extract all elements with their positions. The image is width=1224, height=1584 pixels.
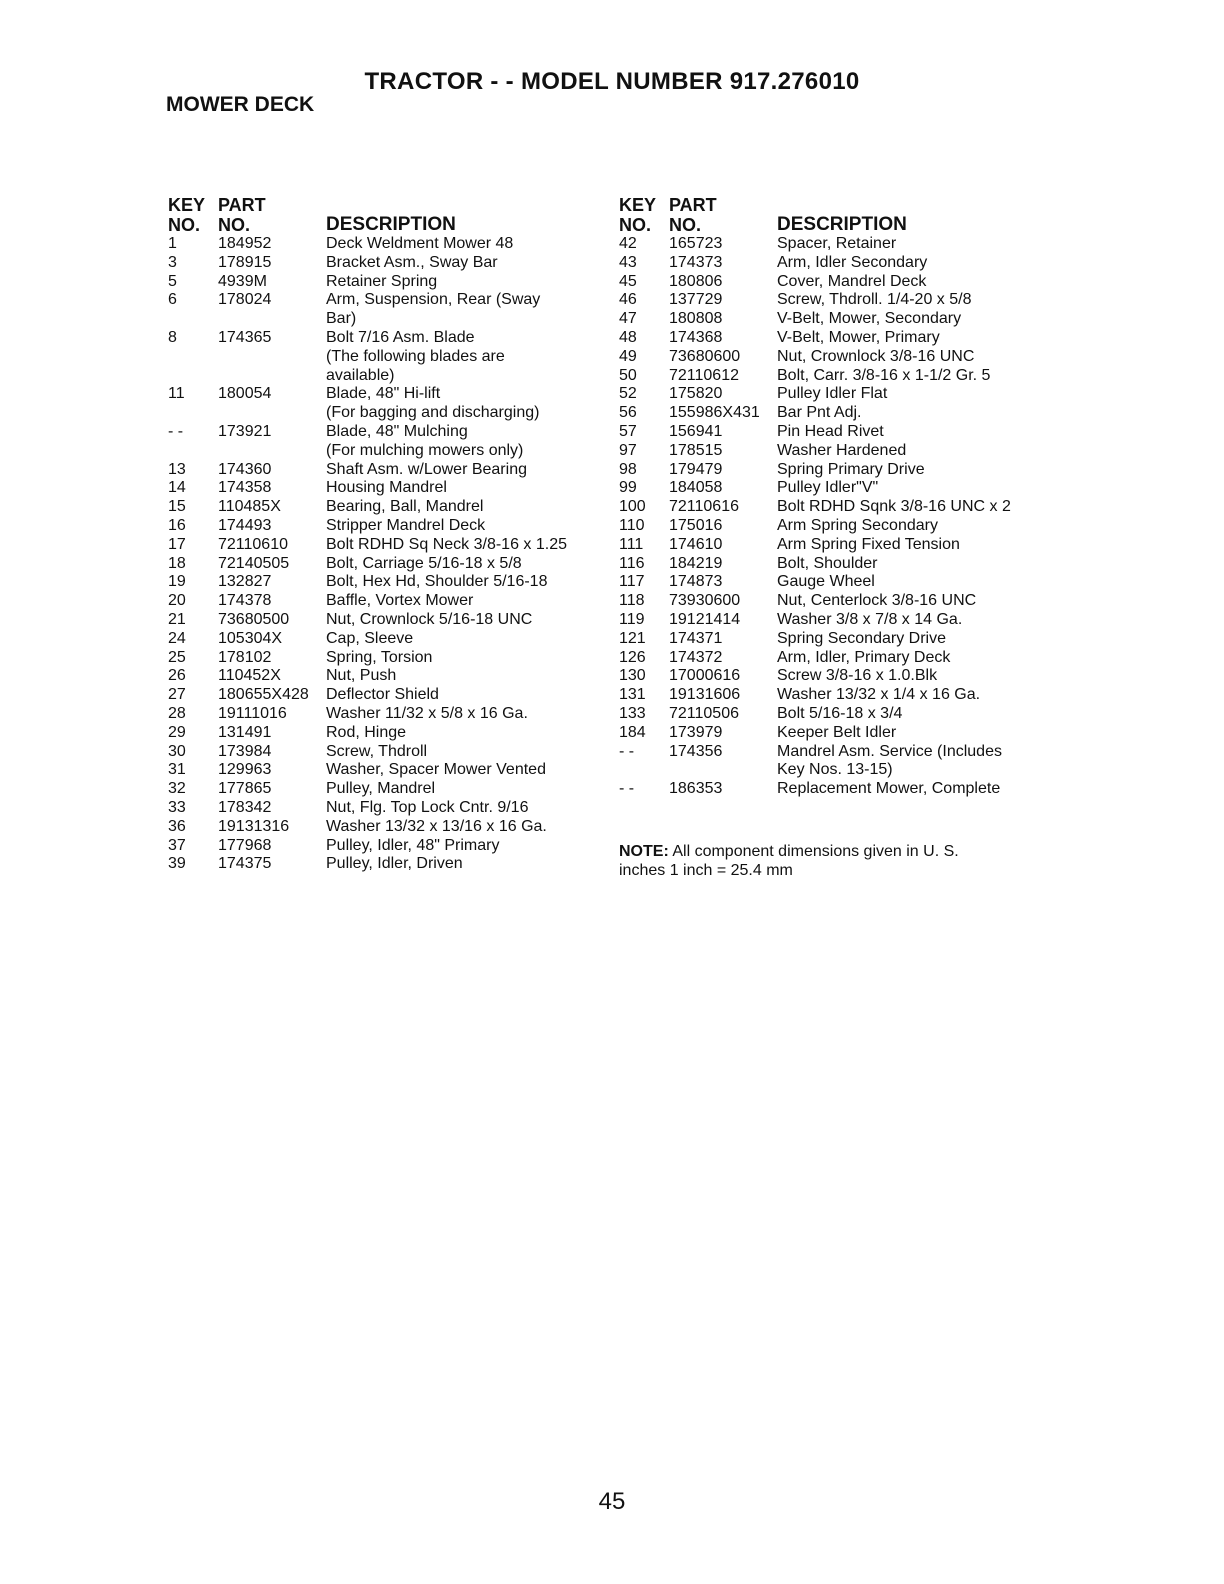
key-number: [168, 404, 218, 423]
table-row: [168, 479, 608, 498]
key-header: KEY: [619, 195, 657, 215]
part-description: available): [326, 366, 395, 384]
part-no-header: NO.: [669, 215, 702, 235]
part-description: Bolt, Hex Hd, Shoulder 5/16-18: [326, 573, 548, 591]
table-row: [168, 724, 608, 743]
part-description: Bolt RDHD Sq Neck 3/8-16 x 1.25: [326, 535, 567, 553]
part-description: Nut, Crownlock 3/8-16 UNC: [777, 347, 975, 365]
part-number: 19131606: [669, 686, 741, 704]
part-description: Washer 3/8 x 7/8 x 14 Ga.: [777, 610, 963, 628]
part-description: Washer 11/32 x 5/8 x 16 Ga.: [326, 704, 528, 722]
part-number: 137729: [669, 291, 723, 309]
part-number: 131491: [218, 723, 272, 741]
table-body: [619, 235, 1049, 799]
table-row: [619, 329, 1049, 348]
part-number: 174610: [669, 535, 723, 553]
key-number: 98: [619, 460, 637, 478]
table-row: [619, 273, 1049, 292]
table-row: [168, 761, 608, 780]
key-number: 130: [619, 667, 646, 685]
table-row: [619, 442, 1049, 461]
part-description: Arm, Idler Secondary: [777, 253, 928, 271]
part-number: 155986X431: [669, 404, 760, 422]
part-description: Keeper Belt Idler: [777, 723, 897, 741]
table-row: [619, 536, 1049, 555]
part-description: Bracket Asm., Sway Bar: [326, 253, 498, 271]
key-number: 21: [168, 610, 186, 628]
part-description: Screw, Thdroll: [326, 742, 428, 760]
part-description: Nut, Crownlock 5/16-18 UNC: [326, 610, 533, 628]
part-number: 184219: [669, 554, 723, 572]
part-description: Washer 13/32 x 13/16 x 16 Ga.: [326, 817, 547, 835]
key-number: 31: [168, 761, 186, 779]
part-number: 17000616: [669, 667, 741, 685]
table-row: [168, 592, 608, 611]
part-description: Bearing, Ball, Mandrel: [326, 498, 484, 516]
part-description: Arm Spring Fixed Tension: [777, 535, 960, 553]
part-number: 174368: [669, 328, 723, 346]
part-number: 173979: [669, 723, 723, 741]
part-description: Bolt, Carriage 5/16-18 x 5/8: [326, 554, 522, 572]
part-number: 19111016: [218, 704, 287, 722]
part-description: Bolt 5/16-18 x 3/4: [777, 704, 903, 722]
part-header: PART: [669, 195, 717, 215]
part-description: Pulley, Idler, 48" Primary: [326, 836, 500, 854]
key-number: 24: [168, 629, 186, 647]
part-number: 186353: [669, 780, 723, 798]
part-description: Washer Hardened: [777, 441, 907, 459]
key-number: 8: [168, 328, 177, 346]
part-description: (For bagging and discharging): [326, 404, 540, 422]
part-description: Stripper Mandrel Deck: [326, 516, 486, 534]
key-number: 6: [168, 291, 177, 309]
key-number: 99: [619, 479, 637, 497]
table-row: [168, 555, 608, 574]
table-row: [168, 348, 608, 367]
key-number: 19: [168, 573, 186, 591]
part-number: 178342: [218, 798, 272, 816]
part-description: V-Belt, Mower, Secondary: [777, 310, 962, 328]
part-description: Pulley, Mandrel: [326, 780, 436, 798]
part-description: Spring Secondary Drive: [777, 629, 946, 647]
part-header: PART: [218, 195, 266, 215]
key-number: 37: [168, 836, 186, 854]
table-row: [168, 310, 608, 329]
part-number: 180806: [669, 272, 723, 290]
part-description: Screw 3/8-16 x 1.0.Blk: [777, 667, 938, 685]
table-row: [619, 649, 1049, 668]
key-number: [168, 442, 218, 461]
part-description: Blade, 48" Mulching: [326, 422, 468, 440]
part-number: [218, 404, 326, 423]
table-row: [619, 630, 1049, 649]
part-number: 4939M: [218, 272, 267, 290]
part-description: Housing Mandrel: [326, 479, 447, 497]
part-number: 174493: [218, 516, 272, 534]
table-row: [168, 686, 608, 705]
key-number: - -: [619, 742, 635, 760]
key-number: 25: [168, 648, 186, 666]
part-number: 179479: [669, 460, 723, 478]
part-number: 110485X: [218, 498, 281, 516]
part-description: Bolt, Carr. 3/8-16 x 1-1/2 Gr. 5: [777, 366, 991, 384]
key-number: 118: [619, 592, 645, 610]
table-row: [619, 423, 1049, 442]
table-row: [168, 254, 608, 273]
part-description: Screw, Thdroll. 1/4-20 x 5/8: [777, 291, 972, 309]
key-number: 27: [168, 686, 186, 704]
part-number: 129963: [218, 761, 272, 779]
part-number: [669, 761, 777, 780]
key-number: 184: [619, 723, 646, 741]
part-description: Cap, Sleeve: [326, 629, 414, 647]
part-number: 180808: [669, 310, 723, 328]
part-number: 156941: [669, 422, 723, 440]
table-row: [168, 404, 608, 423]
part-description: Shaft Asm. w/Lower Bearing: [326, 460, 527, 478]
part-number: 178515: [669, 441, 723, 459]
table-row: [168, 780, 608, 799]
page-title: TRACTOR - - MODEL NUMBER 917.276010: [364, 68, 860, 95]
key-number: 5: [168, 272, 177, 290]
key-number: - -: [168, 422, 184, 440]
table-row: [168, 442, 608, 461]
table-row: [168, 291, 608, 310]
table-row: [168, 649, 608, 668]
table-header: [619, 195, 1049, 235]
table-header: [168, 195, 608, 235]
part-description: Deck Weldment Mower 48: [326, 235, 514, 252]
part-description: Arm, Idler, Primary Deck: [777, 648, 951, 666]
key-number: 39: [168, 855, 186, 873]
part-number: 178024: [218, 291, 272, 309]
part-number: 72110506: [669, 704, 739, 722]
part-number: 174378: [218, 592, 272, 610]
key-number: 30: [168, 742, 186, 760]
table-row: [168, 273, 608, 292]
part-number: 174360: [218, 460, 272, 478]
key-number: 48: [619, 328, 637, 346]
part-description: Bolt RDHD Sqnk 3/8-16 UNC x 2: [777, 498, 1011, 516]
key-number: [168, 310, 218, 329]
table-row: [168, 517, 608, 536]
part-description: Spring, Torsion: [326, 648, 433, 666]
part-description: (The following blades are: [326, 347, 505, 365]
key-number: 28: [168, 704, 186, 722]
table-row: [619, 573, 1049, 592]
part-description: Arm, Suspension, Rear (Sway: [326, 291, 541, 309]
table-row: [168, 855, 608, 874]
key-number: 131: [619, 686, 646, 704]
part-description: (For mulching mowers only): [326, 441, 524, 459]
section-heading: MOWER DECK: [166, 93, 315, 116]
table-row: [619, 348, 1049, 367]
part-number: 105304X: [218, 629, 283, 647]
table-row: [619, 686, 1049, 705]
table-row: [168, 705, 608, 724]
key-number: 56: [619, 404, 637, 422]
note-line-2: inches 1 inch = 25.4 mm: [619, 861, 793, 879]
part-number: 174873: [669, 573, 723, 591]
part-number: [218, 348, 326, 367]
note-line-1: All component dimensions given in U. S.: [672, 843, 959, 860]
table-row: [168, 799, 608, 818]
part-description: Nut, Push: [326, 667, 397, 685]
part-number: 174372: [669, 648, 723, 666]
part-number: [218, 367, 326, 386]
part-description: Arm Spring Secondary: [777, 516, 938, 534]
part-number: 174356: [669, 742, 723, 760]
table-row: [619, 367, 1049, 386]
part-description: Pin Head Rivet: [777, 422, 884, 440]
part-number: 110452X: [218, 667, 281, 685]
part-description: Pulley Idler"V": [777, 479, 879, 497]
table-row: [168, 818, 608, 837]
part-number: 165723: [669, 235, 723, 252]
note-label: NOTE:: [619, 843, 669, 860]
part-number: 72110612: [669, 366, 739, 384]
part-description: V-Belt, Mower, Primary: [777, 328, 940, 346]
part-description: Pulley Idler Flat: [777, 385, 888, 403]
table-row: [619, 291, 1049, 310]
table-row: [168, 667, 608, 686]
key-header: KEY: [168, 195, 206, 215]
part-description: Washer 13/32 x 1/4 x 16 Ga.: [777, 686, 981, 704]
key-number: [168, 348, 218, 367]
part-number: [218, 442, 326, 461]
description-header: DESCRIPTION: [326, 214, 456, 235]
key-number: 17: [168, 535, 186, 553]
part-description: Bolt, Shoulder: [777, 554, 878, 572]
table-row: [168, 235, 608, 254]
table-row: [168, 743, 608, 762]
key-number: 49: [619, 347, 637, 365]
part-number: 180054: [218, 385, 272, 403]
key-number: 29: [168, 723, 186, 741]
part-description: Nut, Centerlock 3/8-16 UNC: [777, 592, 977, 610]
key-number: 126: [619, 648, 646, 666]
key-number: 15: [168, 498, 186, 516]
part-number: 184058: [669, 479, 723, 497]
part-description: Retainer Spring: [326, 272, 438, 290]
key-no-header: NO.: [619, 215, 652, 235]
key-number: 16: [168, 516, 186, 534]
key-number: 50: [619, 366, 637, 384]
part-description: Baffle, Vortex Mower: [326, 592, 474, 610]
part-number: 19131316: [218, 817, 290, 835]
table-row: [168, 423, 608, 442]
key-number: 20: [168, 592, 186, 610]
table-row: [619, 555, 1049, 574]
table-row: [168, 611, 608, 630]
key-number: 46: [619, 291, 637, 309]
part-number: 173921: [218, 422, 272, 440]
key-number: 26: [168, 667, 186, 685]
part-description: Cover, Mandrel Deck: [777, 272, 927, 290]
part-number: 177968: [218, 836, 272, 854]
table-row: [168, 385, 608, 404]
key-number: 47: [619, 310, 637, 328]
part-number: 132827: [218, 573, 272, 591]
table-row: [619, 705, 1049, 724]
part-number: 178102: [218, 648, 272, 666]
key-number: 13: [168, 460, 186, 478]
part-number: 72110610: [218, 535, 288, 553]
part-number: 178915: [218, 253, 272, 271]
table-row: [168, 837, 608, 856]
part-number: 19121414: [669, 610, 741, 628]
part-number: 73680600: [669, 347, 741, 365]
table-row: [168, 630, 608, 649]
key-no-header: NO.: [168, 215, 201, 235]
key-number: 110: [619, 516, 645, 534]
part-no-header: NO.: [218, 215, 251, 235]
key-number: 1: [168, 235, 177, 252]
key-number: 33: [168, 798, 186, 816]
part-description: Deflector Shield: [326, 686, 439, 704]
parts-table-left: [168, 195, 608, 874]
part-number: 175820: [669, 385, 723, 403]
part-number: 174365: [218, 328, 272, 346]
part-number: 73930600: [669, 592, 741, 610]
part-number: [218, 310, 326, 329]
part-description: Mandrel Asm. Service (Includes: [777, 742, 1002, 760]
key-number: 42: [619, 235, 637, 252]
table-row: [619, 761, 1049, 780]
key-number: 57: [619, 422, 637, 440]
description-header: DESCRIPTION: [777, 214, 907, 235]
key-number: 32: [168, 780, 186, 798]
table-row: [619, 235, 1049, 254]
part-description: Replacement Mower, Complete: [777, 780, 1001, 798]
key-number: 43: [619, 253, 637, 271]
key-number: 100: [619, 498, 646, 516]
part-number: 174373: [669, 253, 723, 271]
table-row: [168, 573, 608, 592]
page-number: 45: [598, 1488, 626, 1515]
part-number: 174375: [218, 855, 272, 873]
table-row: [168, 367, 608, 386]
part-description: Blade, 48" Hi-lift: [326, 385, 441, 403]
key-number: 36: [168, 817, 186, 835]
key-number: 119: [619, 610, 645, 628]
table-row: [619, 780, 1049, 799]
table-row: [619, 404, 1049, 423]
key-number: 111: [619, 535, 644, 553]
part-number: 173984: [218, 742, 272, 760]
part-description: Key Nos. 13-15): [777, 761, 893, 779]
table-row: [168, 329, 608, 348]
key-number: 117: [619, 573, 645, 591]
table-row: [168, 461, 608, 480]
table-row: [619, 310, 1049, 329]
key-number: 11: [168, 385, 185, 403]
table-row: [619, 385, 1049, 404]
parts-table-right: [619, 195, 1049, 799]
key-number: 133: [619, 704, 646, 722]
key-number: 3: [168, 253, 177, 271]
dimension-note: [619, 843, 1039, 881]
part-number: 174358: [218, 479, 272, 497]
key-number: 116: [619, 554, 645, 572]
table-row: [619, 498, 1049, 517]
key-number: 97: [619, 441, 637, 459]
part-number: 184952: [218, 235, 272, 252]
part-number: 73680500: [218, 610, 290, 628]
key-number: - -: [619, 780, 635, 798]
part-description: Spring Primary Drive: [777, 460, 925, 478]
key-number: 14: [168, 479, 186, 497]
part-description: Washer, Spacer Mower Vented: [326, 761, 546, 779]
table-row: [168, 536, 608, 555]
part-number: 177865: [218, 780, 272, 798]
key-number: 121: [619, 629, 646, 647]
part-number: 174371: [669, 629, 723, 647]
table-row: [619, 479, 1049, 498]
table-row: [619, 724, 1049, 743]
part-description: Nut, Flg. Top Lock Cntr. 9/16: [326, 798, 529, 816]
table-row: [619, 254, 1049, 273]
table-row: [619, 592, 1049, 611]
part-number: 175016: [669, 516, 723, 534]
key-number: 52: [619, 385, 637, 403]
table-row: [619, 461, 1049, 480]
table-row: [619, 517, 1049, 536]
key-number: [168, 367, 218, 386]
key-number: 18: [168, 554, 186, 572]
part-description: Bolt 7/16 Asm. Blade: [326, 328, 475, 346]
key-number: 45: [619, 272, 637, 290]
part-description: Bar Pnt Adj.: [777, 404, 862, 422]
table-row: [619, 611, 1049, 630]
part-description: Bar): [326, 310, 357, 328]
part-description: Pulley, Idler, Driven: [326, 855, 463, 873]
part-number: 72140505: [218, 554, 290, 572]
part-description: Spacer, Retainer: [777, 235, 897, 252]
part-description: Rod, Hinge: [326, 723, 407, 741]
table-body: [168, 235, 608, 874]
table-row: [619, 743, 1049, 762]
part-number: 72110616: [669, 498, 739, 516]
part-number: 180655X428: [218, 686, 309, 704]
key-number: [619, 761, 669, 780]
table-row: [168, 498, 608, 517]
table-row: [619, 667, 1049, 686]
part-description: Gauge Wheel: [777, 573, 875, 591]
